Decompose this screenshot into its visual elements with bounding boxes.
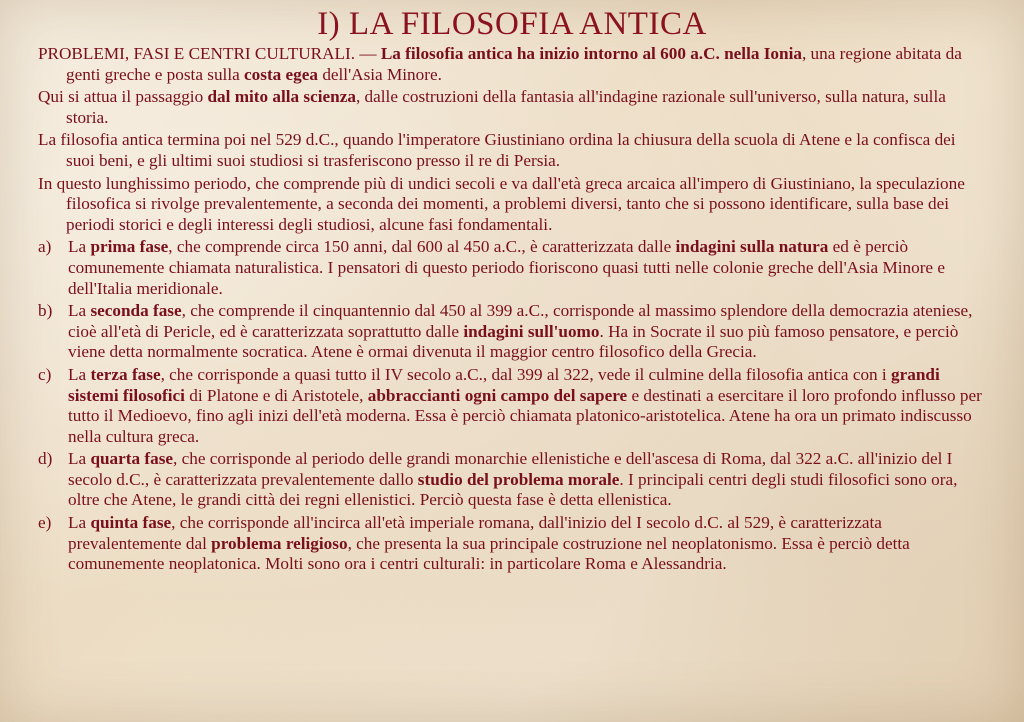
list-marker: b) (38, 301, 53, 321)
text: dell'Asia Minore. (318, 64, 442, 84)
phase-text: La terza fase, che corrisponde a quasi tutto il IV secolo a.C., dal 399 al 322, vede il culmine della filosofia antica con i grandi sistemi filosofici di Platone e di Aristotele, abbraccianti ogni campo del sapere e destinati a esercitare il loro profondo influsso per tutto il Medioevo, fino agli inizi dell'età moderna. Essa è perciò chiamata platonico-aristotelica. Atene ha ora un primato indiscusso nella cultura greca. (68, 364, 982, 446)
phase-text: La seconda fase, che comprende il cinquantennio dal 450 al 399 a.C., corrisponde al massimo splendore della democrazia ateniese, cioè all'età di Pericle, ed è caratterizzata soprattutto dalle indagini sull'uomo. Ha in Socrate il suo più famoso pensatore, e perciò viene detta normalmente socratica. Atene è ormai divenuta il maggior centro filosofico della Grecia. (68, 301, 973, 362)
phase-item-b (38, 301, 986, 363)
emphasis: dal mito alla scienza (207, 87, 356, 107)
phase-text: La prima fase, che comprende circa 150 anni, dal 600 al 450 a.C., è caratterizzata dalle indagini sulla natura ed è perciò comunemente chiamata naturalistica. I pensatori di questo periodo fioriscono quasi tutti nelle colonie greche dell'Asia Minore e dell'Italia meridionale. (68, 237, 945, 298)
page-title: I) LA FILOSOFIA ANTICA (317, 6, 707, 42)
emphasis: costa egea (244, 64, 319, 84)
list-marker: c) (38, 364, 52, 384)
phases-list (38, 237, 986, 575)
list-marker: a) (38, 237, 52, 257)
intro-paragraph-4: In questo lunghissimo periodo, che comprende più di undici secoli e va dall'età greca arcaica all'impero di Giustiniano, la speculazione filosofica si rivolge prevalentemente, a seconda dei momenti, a problemi diversi, tanto che si possono identificare, sulla base dei periodi storici e degli interessi degli studiosi, alcune fasi fondamentali. (38, 173, 965, 234)
text: Qui si attua il passaggio (38, 87, 208, 107)
intro-paragraph-1 (38, 44, 986, 85)
phase-item-e (38, 513, 986, 575)
intro-paragraph-3: La filosofia antica termina poi nel 529 d.C., quando l'imperatore Giustiniano ordina la chiusura della scuola di Atene e la confisca dei suoi beni, e gli ultimi suoi studiosi si trasferiscono presso il re di Persia. (38, 130, 956, 170)
phase-item-a (38, 237, 986, 299)
phase-item-d (38, 449, 986, 511)
text: , una regione abitata da genti greche e posta sulla (66, 44, 962, 84)
section-heading: PROBLEMI, FASI E CENTRI CULTURALI. — (38, 44, 381, 63)
text: , dalle costruzioni della fantasia all'indagine razionale sull'universo, sulla natura, sulla storia. (66, 87, 946, 127)
list-marker: d) (38, 449, 53, 469)
phase-item-c (38, 365, 986, 447)
phase-text: La quarta fase, che corrisponde al periodo delle grandi monarchie ellenistiche e dell'ascesa di Roma, dal 322 a.C. all'inizio del I secolo d.C., è caratterizzata prevalentemente dallo studio del problema morale. I principali centri degli studi filosofici sono ora, oltre che Atene, le grandi città dei regni ellenistici. Perciò questa fase è detta ellenistica. (68, 449, 958, 510)
intro-paragraph-2 (38, 87, 986, 128)
list-marker: e) (38, 513, 52, 533)
phase-text: La quinta fase, che corrisponde all'incirca all'età imperiale romana, dall'inizio del I secolo d.C. al 529, è caratterizzata prevalentemente dal problema religioso, che presenta la sua principale costruzione nel neoplatonismo. Essa è perciò detta comunemente neoplatonica. Molti sono ora i centri culturali: in particolare Roma e Alessandria. (68, 513, 910, 574)
emphasis: La filosofia antica ha inizio intorno al 600 a.C. nella Ionia (380, 44, 802, 63)
